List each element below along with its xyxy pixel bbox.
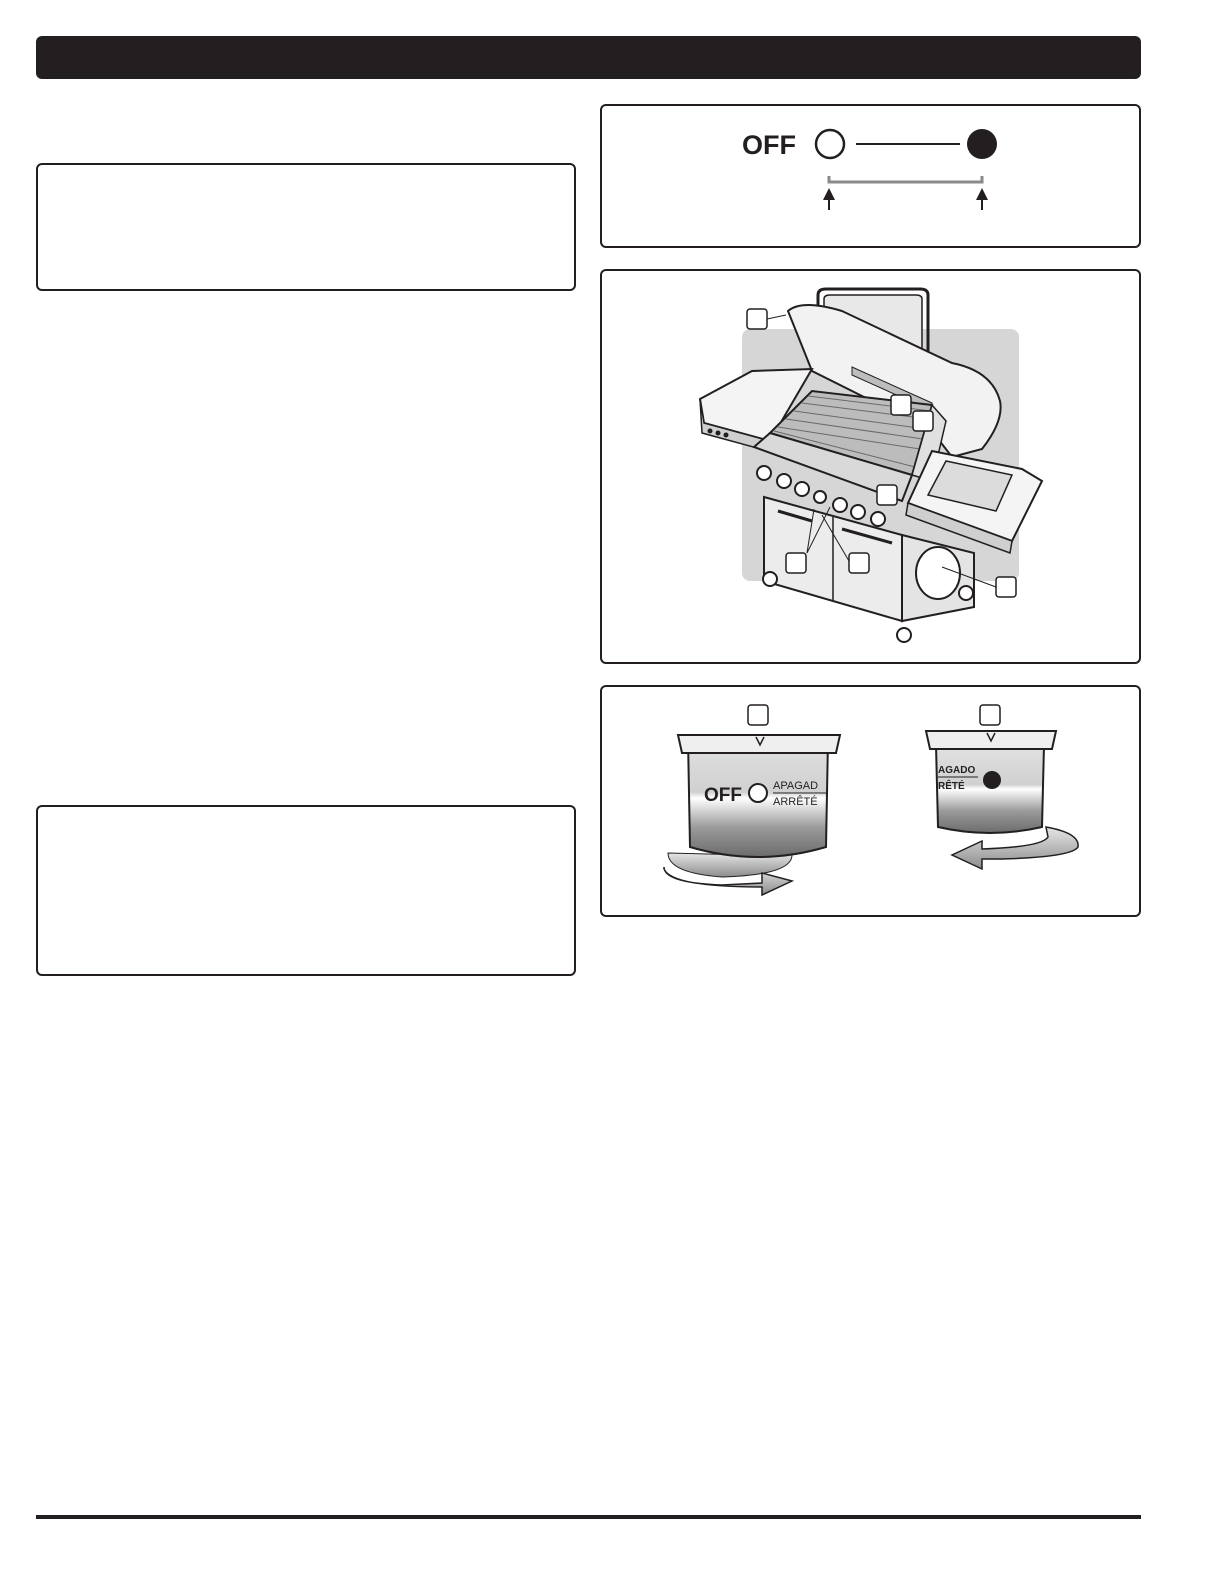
propane-tank <box>916 547 960 599</box>
section-header-bar <box>36 36 1141 79</box>
arrow-up-left-icon <box>823 188 835 210</box>
range-bracket <box>829 176 982 182</box>
knob-off-position <box>664 705 840 895</box>
right-knob-text-es: AGADO <box>938 765 976 776</box>
on-filled-circle-icon <box>967 129 997 159</box>
notice-box-top <box>36 163 576 291</box>
arrow-up-right-icon <box>976 188 988 210</box>
figure-knob-turning <box>600 685 1141 917</box>
callout-box-left <box>748 705 768 725</box>
left-knob-text-fr: ARRÊTÉ <box>773 796 818 808</box>
grill-illustration <box>602 271 1139 662</box>
off-label: OFF <box>742 130 796 160</box>
counterclockwise-arrow-icon <box>952 827 1078 869</box>
left-knob-off-circle-icon <box>749 784 767 802</box>
knob-turning-diagram <box>602 687 1139 915</box>
right-knob-on-filled-circle-icon <box>983 771 1001 789</box>
figure-off-position <box>600 104 1141 248</box>
left-knob-off-label: OFF <box>704 785 742 806</box>
knob-on-position <box>926 705 1078 869</box>
footer-rule <box>36 1515 1141 1519</box>
figure-grill <box>600 269 1141 664</box>
right-knob-text-fr: RÊTÉ <box>938 781 965 792</box>
callout-box-right <box>980 705 1000 725</box>
off-position-diagram <box>602 106 1139 246</box>
notice-box-bottom <box>36 805 576 976</box>
left-knob-text-es: APAGAD <box>773 780 819 792</box>
off-open-circle-icon <box>816 130 844 158</box>
